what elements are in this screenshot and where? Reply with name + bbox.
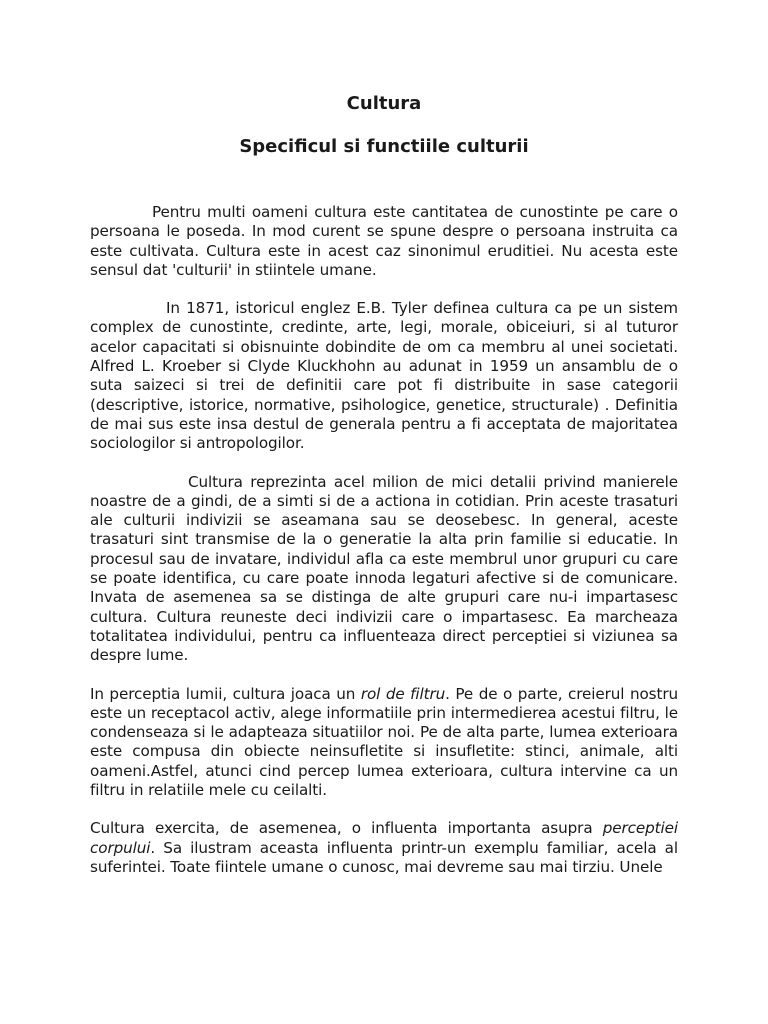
paragraph-text: . Pe de o parte, creierul nostru este un receptacol activ, alege informatiile prin intermedierea acestui filtru, le condenseaza si le adapteaza situatiilor noi. Pe de alta parte, lumea exterioara este compusa din obiecte neinsufletite si insufletite: stinci, animale, alti oameni.Astfel, atunci cind percep lumea exterioara, cultura intervine ca un filtru in relatiile mele cu ceilalti. (90, 684, 679, 800)
paragraph-text: . Sa ilustram aceasta influenta printr-un exemplu familiar, acela al suferintei. Toate fiintele umane o cunosc, mai devreme sau mai tirziu. Unele (90, 838, 678, 876)
paragraph-rol-de-filtru (90, 685, 678, 801)
paragraph-text: Cultura exercita, de asemenea, o influenta importanta asupra (90, 819, 603, 838)
document-title: Cultura (346, 93, 422, 114)
paragraph-cultura-cantitate: Pentru multi oameni cultura este cantitatea de cunostinte pe care o persoana le poseda. In mod curent se spune despre o persoana instruita ca este cultivata. Cultura este in acest caz sinonimul eruditiei. Nu acesta este sensul dat 'culturii' in stiintele umane. (90, 203, 678, 279)
document-page (90, 92, 678, 877)
emphasis-text: rol de filtru (360, 684, 446, 703)
paragraph-detalii-cotidian: Cultura reprezinta acel milion de mici detalii privind manierele noastre de a gindi, de a simti si de a actiona in cotidian. Prin aceste trasaturi ale culturii indivizii se aseamana sau se deosebesc. In general, aceste trasaturi sint transmise de la o generatie la alta prin familie si educatie. In procesul sau de invatare, individul afla ca este membrul unor grupuri cu care se poate identifica, cu care poate innoda legaturi afective si de comunicare. Invata de asemenea sa se distinga de alte grupuri care nu-i impartasesc cultura. Cultura reuneste deci indivizii care o impartasesc. Ea marcheaza totalitatea individului, pentru ca influenteaza direct perceptiei si viziunea sa despre lume. (90, 472, 678, 665)
document-subtitle: Specificul si functiile culturii (239, 136, 529, 157)
paragraph-text: In perceptia lumii, cultura joaca un (90, 684, 361, 703)
paragraph-perceptia-corpului (90, 819, 678, 877)
emphasis-text: perceptiei corpului (90, 819, 678, 857)
paragraph-tyler-definitie: In 1871, istoricul englez E.B. Tyler definea cultura ca pe un sistem complex de cunostinte, credinte, arte, legi, morale, obiceiuri, si al tuturor acelor capacitati si obisnuinte dobindite de om ca membru al unei societati. Alfred L. Kroeber si Clyde Kluckhohn au adunat in 1959 un ansamblu de o suta saizeci si trei de definitii care pot fi distribuite in sase categorii (descriptive, istorice, normative, psihologice, genetice, structurale) . Definitia de mai sus este insa destul de generala pentru a fi acceptata de majoritatea sociologilor si antropologilor. (90, 299, 678, 453)
